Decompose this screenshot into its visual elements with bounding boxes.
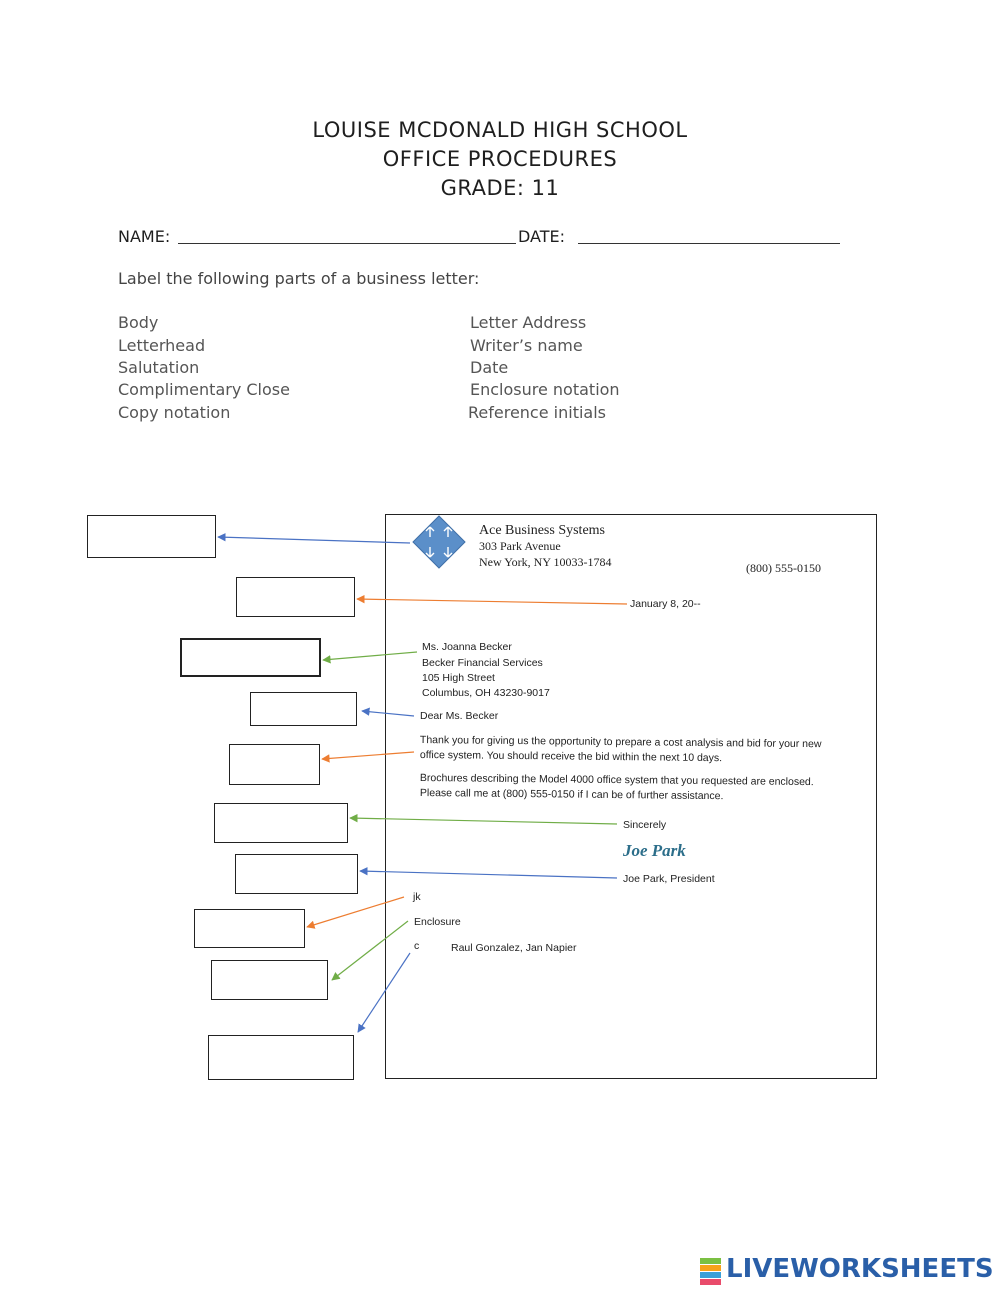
- copy-notation-names: Raul Gonzalez, Jan Napier: [451, 942, 577, 954]
- recipient-street: 105 High Street: [422, 672, 495, 684]
- body-line: Thank you for giving us the opportunity to prepare a cost analysis and bid for your new: [419, 734, 822, 751]
- arrow-body: [322, 752, 414, 759]
- letter-date: January 8, 20--: [630, 598, 701, 610]
- copy-notation-letter: c: [414, 940, 420, 952]
- arrow-writers-name: [360, 871, 617, 878]
- arrow-reference-initials: [307, 897, 404, 927]
- school-title: LOUISE MCDONALD HIGH SCHOOL: [312, 118, 688, 142]
- complimentary-close: Sincerely: [623, 819, 667, 831]
- recipient-city: Columbus, OH 43230-9017: [422, 687, 550, 699]
- term-letter-address: Letter Address: [470, 313, 587, 332]
- term-date: Date: [470, 358, 509, 377]
- salutation: Dear Ms. Becker: [420, 710, 499, 722]
- grade-title: GRADE: 11: [440, 176, 560, 200]
- arrow-salutation: [362, 711, 414, 716]
- instructions: Label the following parts of a business letter:: [118, 269, 480, 288]
- arrow-complimentary-close: [350, 818, 617, 824]
- recipient-name: Ms. Joanna Becker: [422, 641, 512, 653]
- arrow-enclosure: [332, 921, 408, 980]
- term-salutation: Salutation: [118, 358, 200, 377]
- arrow-letterhead: [218, 537, 410, 543]
- term-letterhead: Letterhead: [118, 336, 206, 355]
- company-name: Ace Business Systems: [479, 523, 605, 538]
- recipient-company: Becker Financial Services: [422, 657, 543, 669]
- term-body: Body: [118, 313, 159, 332]
- company-city: New York, NY 10033-1784: [479, 555, 612, 569]
- course-title: OFFICE PROCEDURES: [382, 147, 618, 171]
- body-line: Please call me at (800) 555-0150 if I can be of further assistance.: [419, 787, 724, 803]
- company-phone: (800) 555-0150: [746, 561, 821, 575]
- term-enclosure-notation: Enclosure notation: [470, 380, 620, 399]
- arrow-letter-address: [323, 652, 417, 660]
- signature: Joe Park: [623, 841, 686, 860]
- body-line: Brochures describing the Model 4000 office system that you requested are enclosed.: [419, 772, 814, 789]
- term-complimentary-close: Complimentary Close: [118, 380, 290, 399]
- arrow-date: [357, 599, 627, 604]
- arrow-copy-notation: [358, 953, 410, 1032]
- company-street: 303 Park Avenue: [479, 539, 561, 553]
- writer-name: Joe Park, President: [623, 873, 715, 885]
- body-line: office system. You should receive the bid within the next 10 days.: [419, 749, 723, 765]
- liveworksheets-brand: LIVEWORKSHEETS: [726, 1254, 994, 1284]
- reference-initials: jk: [413, 891, 421, 903]
- date-label: DATE:: [518, 227, 566, 246]
- enclosure-notation: Enclosure: [414, 916, 461, 928]
- term-copy-notation: Copy notation: [118, 403, 231, 422]
- name-label: NAME:: [118, 227, 171, 246]
- liveworksheets-logo-icon: [700, 1258, 721, 1286]
- term-reference-initials: Reference initials: [468, 403, 606, 422]
- term-writers-name: Writer’s name: [470, 336, 583, 355]
